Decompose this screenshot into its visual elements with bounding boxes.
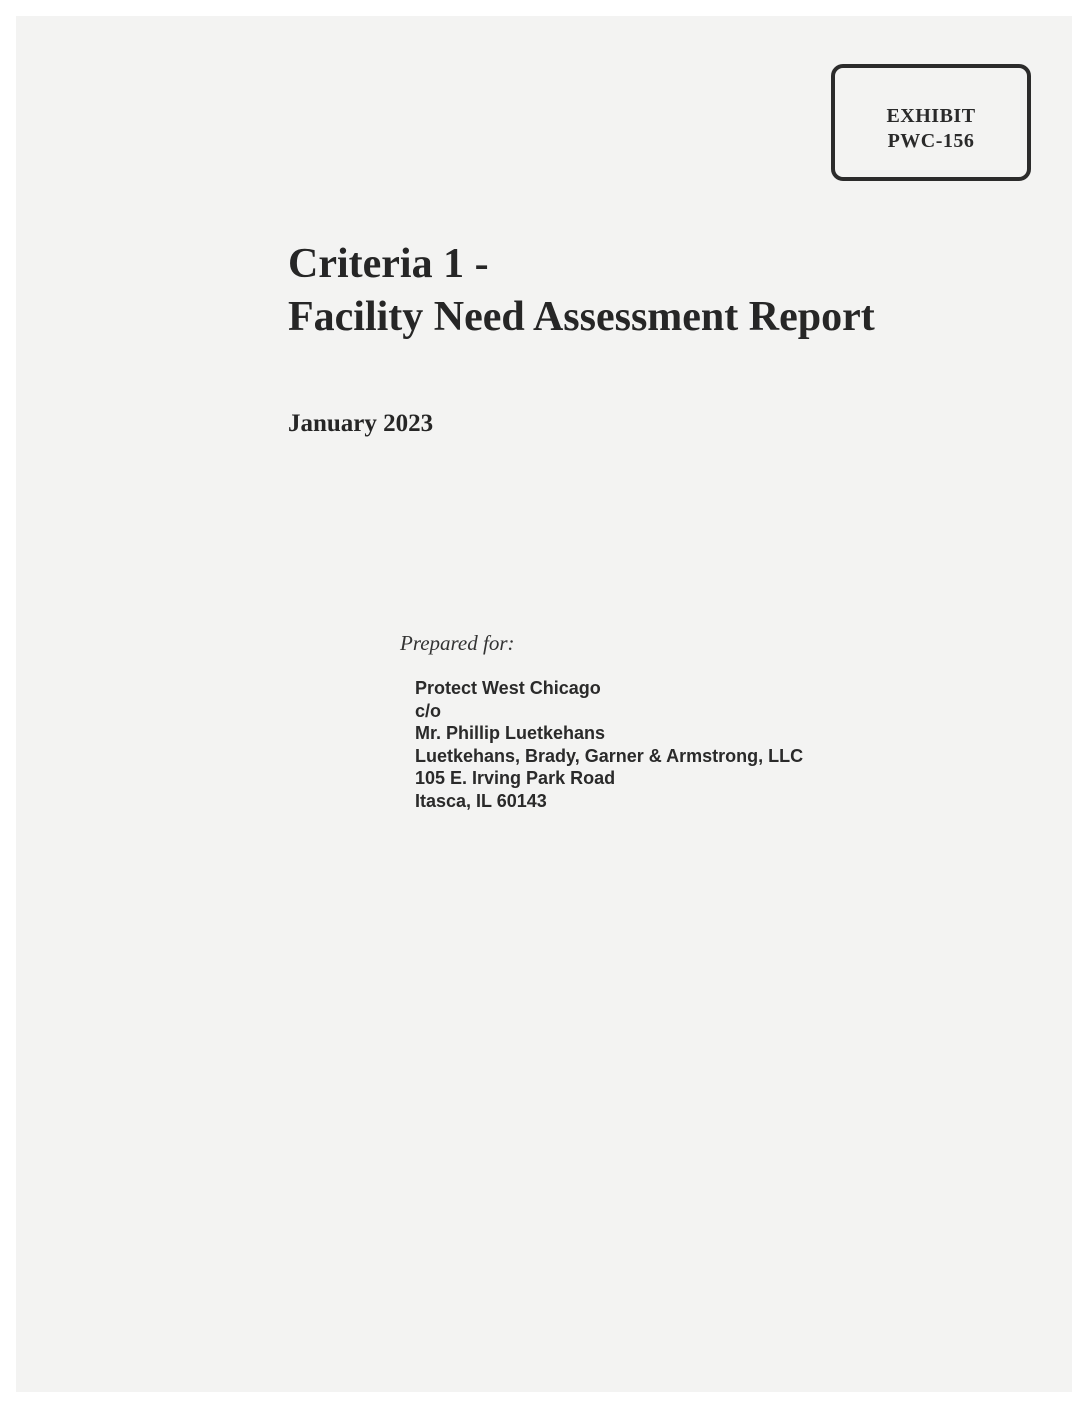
address-line: c/o [415, 700, 442, 721]
exhibit-number: PWC-156 [887, 130, 975, 152]
address-line: Luetkehans, Brady, Garner & Armstrong, LLC [415, 745, 804, 766]
prepared-for-label: Prepared for: [400, 631, 515, 655]
prepared-for-address [415, 677, 803, 813]
address-line: Itasca, IL 60143 [415, 790, 547, 811]
exhibit-label: EXHIBIT [886, 105, 976, 127]
address-line: 105 E. Irving Park Road [415, 768, 616, 789]
document-page [16, 16, 1072, 1392]
report-title [288, 238, 875, 344]
report-title-line-2: Facility Need Assessment Report [288, 294, 875, 340]
report-date: January 2023 [288, 410, 434, 437]
report-title-line-1: Criteria 1 - [288, 241, 489, 287]
address-line: Mr. Phillip Luetkehans [415, 723, 606, 744]
exhibit-stamp [831, 64, 1031, 181]
exhibit-stamp-text [835, 104, 1027, 154]
address-line: Protect West Chicago [415, 678, 601, 698]
